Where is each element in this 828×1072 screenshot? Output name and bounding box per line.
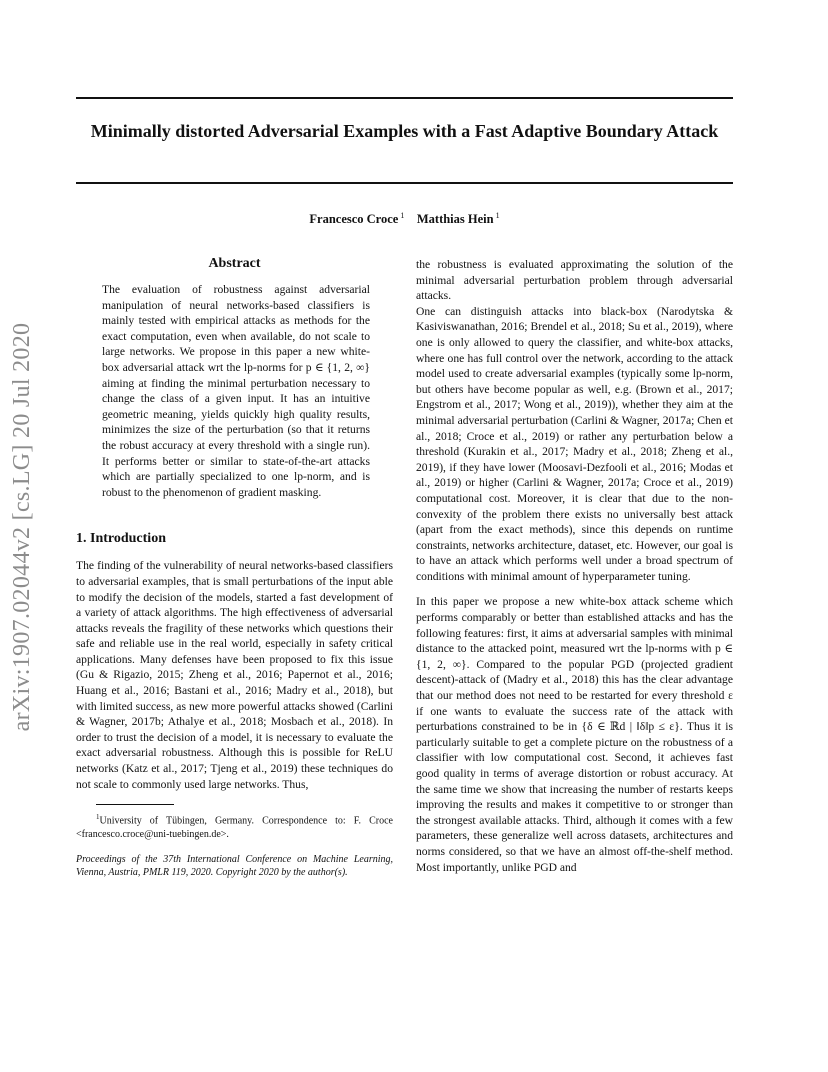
proceedings-note bbox=[76, 853, 393, 880]
proceedings-text: Proceedings of the 37th International Conference on Machine Learning, Vienna, Austria, PMLR 119, 2020. Copyright 2020 by the author(s). bbox=[76, 853, 393, 879]
arxiv-stamp: arXiv:1907.02044v2 [cs.LG] 20 Jul 2020 bbox=[9, 322, 35, 732]
intro-continuation: the robustness is evaluated approximating the solution of the minimal adversarial perturbation problem through adversarial attacks. bbox=[416, 258, 733, 303]
section-heading-introduction: 1. Introduction bbox=[76, 531, 166, 547]
author-name: Matthias Hein bbox=[416, 212, 494, 227]
author-name: Francesco Croce bbox=[309, 212, 399, 227]
paper-title: Minimally distorted Adversarial Examples with a Fast Adaptive Boundary Attack bbox=[90, 121, 719, 141]
intro-paragraph: One can distinguish attacks into black-box (Narodytska & Kasiviswanathan, 2016; Brendel et al., 2018; Su et al., 2019), where one is only allowed to query the classifier, and white-box attacks, where one has full control over the network, according to the attack model used to create adversarial examples (typically some lp-norm, but others have become popular as well, e.g. (Brown et al., 2017; Engstrom et al., 2017; Wong et al., 2019)), whether they aim at the minimal adversarial perturbation (Carlini & Wagner, 2017a; Chen et al., 2018; Croce et al., 2019) or rather any perturbation below a threshold (Kurakin et al., 2017; Madry et al., 2018; Zheng et al., 2019), if they have lower (Moosavi-Dezfooli et al., 2016; Modas et al., 2019) or higher (Carlini & Wagner, 2017a; Croce et al., 2019) computational cost. Moreover, it is clear that due to the non-convexity of the problem there exists no universally best attack (apart from the exact methods), since this depends on runtime constraints, networks architecture, dataset, etc. However, our goal is to have an attack which performs well under a broad spectrum of conditions with minimal amount of hyperparameter tuning. bbox=[416, 304, 733, 583]
footnote-text: University of Tübingen, Germany. Correspondence to: F. Croce <francesco.croce@uni-tuebingen.de>. bbox=[76, 815, 393, 840]
footnote-rule bbox=[96, 804, 174, 805]
affiliation-mark: 1 bbox=[495, 211, 500, 220]
top-rule bbox=[76, 97, 733, 99]
affiliation-footnote bbox=[76, 811, 393, 840]
abstract-heading: Abstract bbox=[208, 256, 261, 271]
title-bottom-rule bbox=[76, 182, 733, 184]
intro-paragraph: The finding of the vulnerability of neural networks-based classifiers to adversarial examples, that is small perturbations of the input able to modify the decision of the models, started a fast development of a variety of attack algorithms. The high effectiveness of adversarial attacks reveals the fragility of these networks which questions their safe and reliable use in the real world, especially in safety critical applications. Many defenses have been proposed to fix this issue (Gu & Rigazio, 2015; Zheng et al., 2016; Papernot et al., 2016; Huang et al., 2016; Bastani et al., 2016; Madry et al., 2018), but with limited success, as new more powerful attacks showed (Carlini & Wagner, 2017b; Athalye et al., 2018; Mosbach et al., 2018). In order to trust the decision of a model, it is necessary to evaluate the exact adversarial robustness. Although this is possible for ReLU networks (Katz et al., 2017; Tjeng et al., 2019) these techniques do not scale to commonly used large networks. Thus, bbox=[76, 559, 393, 791]
abstract-text: The evaluation of robustness against adversarial manipulation of neural networks-based classifiers is mainly tested with empirical attacks as methods for the exact computation, even when available, do not scale to large networks. We propose in this paper a new white-box adversarial attack wrt the lp-norms for p ∈ {1, 2, ∞} aiming at finding the minimal perturbation necessary to change the class of a given input. It has an intuitive geometric meaning, yields quickly high quality results, minimizes the size of the perturbation (so that it returns the robust accuracy at every threshold with a single run). It performs better or similar to state-of-the-art attacks which are partially specialized to one lp-norm, and is robust to the phenomenon of gradient masking. bbox=[102, 283, 370, 499]
left-column bbox=[76, 255, 393, 880]
intro-paragraph: In this paper we propose a new white-box attack scheme which performs comparably or better than established attacks and has the following features: first, it aims at adversarial samples with minimal distance to the attacked point, measured wrt the lp-norms with p ∈ {1, 2, ∞}. Compared to the popular PGD (projected gradient descent)-attack of (Madry et al., 2018) this has the clear advantage that our method does not need to be restarted for every threshold ε if one wants to evaluate the success rate of the attack with perturbations constrained to be in {δ ∈ ℝd | ‖δ‖p ≤ ε}. Thus it is particularly suitable to get a complete picture on the robustness of a classifier with low computational cost. Second, it achieves fast good quality in terms of average distortion or robust accuracy. At the same time we show that increasing the number of restarts keeps improving the results and makes it competitive to or stronger than the strongest available attacks. Third, although it comes with a few parameters, these generalize well across datasets, architectures and norms considered, so that we have an almost off-the-shelf method. Most importantly, unlike PGD and bbox=[416, 595, 733, 874]
author-list bbox=[76, 211, 733, 227]
footnote-mark: 1 bbox=[96, 813, 100, 822]
affiliation-mark: 1 bbox=[400, 211, 405, 220]
right-column bbox=[416, 257, 733, 875]
